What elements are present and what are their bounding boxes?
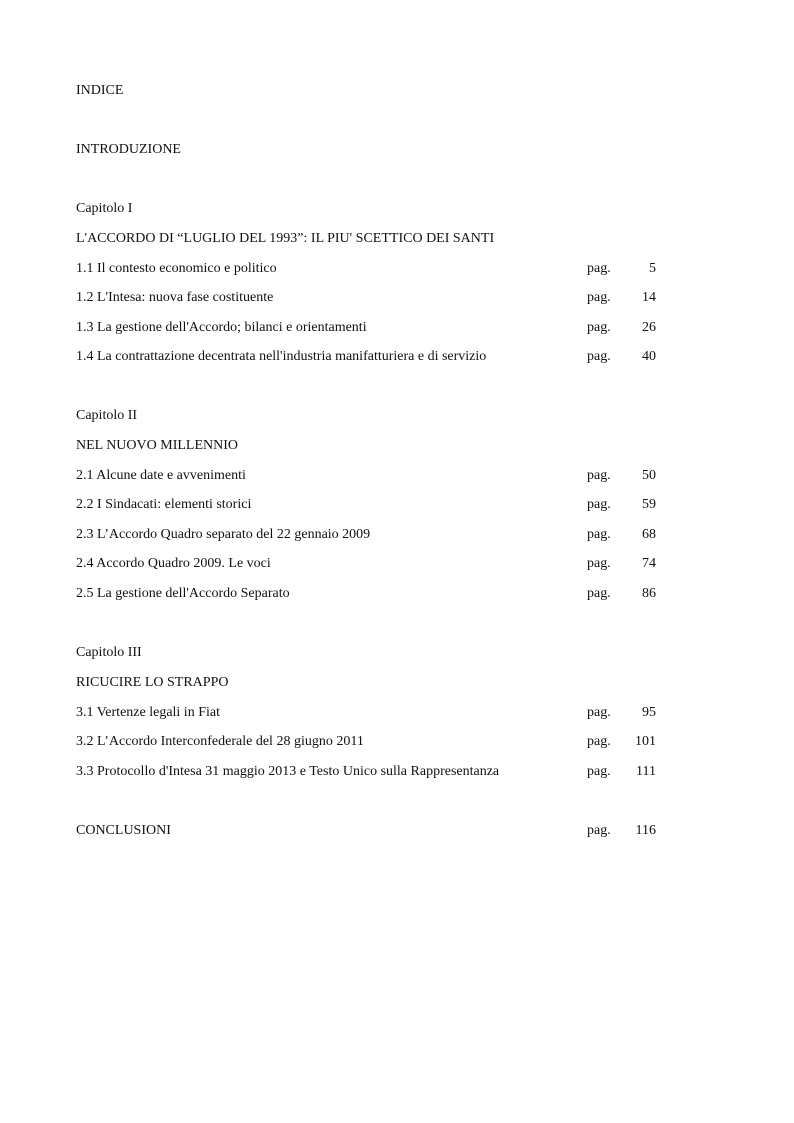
chapter-label-text: Capitolo I [76,201,133,216]
pag-label: pag. [587,261,611,276]
toc-entry-title: 2.4 Accordo Quadro 2009. Le voci [76,556,271,571]
chapter-title-text: NEL NUOVO MILLENNIO [76,438,239,453]
toc-entry-title: 3.3 Protocollo d'Intesa 31 maggio 2013 e Testo Unico sulla Rappresentanza [76,764,500,779]
toc-entry-title: 2.3 L’Accordo Quadro separato del 22 gennaio 2009 [76,527,371,542]
pag-label: pag. [587,349,611,364]
toc-entry-title: 2.5 La gestione dell'Accordo Separato [76,586,290,601]
toc-entry-title: 1.1 Il contesto economico e politico [76,261,277,276]
page-number: 26 [642,320,656,335]
toc-entry-title: 2.2 I Sindacati: elementi storici [76,497,252,512]
toc-entry-title: 3.2 L’Accordo Interconfederale del 28 giugno 2011 [76,734,364,749]
conclusions-text: CONCLUSIONI [76,823,171,838]
toc-entry [76,288,676,308]
chapter-label-text: Capitolo II [76,408,138,423]
chapter-title-text: L'ACCORDO DI “LUGLIO DEL 1993”: IL PIU' SCETTICO DEI SANTI [76,231,495,246]
pag-label: pag. [587,764,611,779]
index-title-text: INDICE [76,83,124,98]
pag-label: pag. [587,527,611,542]
pag-label: pag. [587,823,611,838]
page-number: 74 [642,556,656,571]
pag-label: pag. [587,320,611,335]
introduction-text: INTRODUZIONE [76,142,181,157]
chapter-label [76,643,676,663]
toc-entry [76,495,676,515]
page-number: 101 [635,734,656,749]
pag-label: pag. [587,586,611,601]
index-title [76,81,676,101]
chapter-label-text: Capitolo III [76,645,142,660]
page-number: 50 [642,468,656,483]
page-number: 59 [642,497,656,512]
page-number: 68 [642,527,656,542]
pag-label: pag. [587,497,611,512]
chapter-title [76,673,676,693]
page-number: 86 [642,586,656,601]
pag-label: pag. [587,734,611,749]
page-number: 5 [649,261,656,276]
toc-entry [76,525,676,545]
toc-entry-title: 1.3 La gestione dell'Accordo; bilanci e orientamenti [76,320,367,335]
toc-entry-title: 3.1 Vertenze legali in Fiat [76,705,220,720]
toc-entry-title: 1.2 L'Intesa: nuova fase costituente [76,290,274,305]
toc-entry [76,259,676,279]
page-number: 111 [636,764,656,779]
conclusions-entry [76,821,676,841]
page-number: 95 [642,705,656,720]
chapter-title-text: RICUCIRE LO STRAPPO [76,675,229,690]
toc-entry [76,703,676,723]
pag-label: pag. [587,556,611,571]
pag-label: pag. [587,705,611,720]
toc-entry [76,762,676,782]
introduction-entry [76,140,676,160]
toc-entry [76,347,676,367]
toc-entry-title: 1.4 La contrattazione decentrata nell'industria manifatturiera e di servizio [76,349,487,364]
chapter-title [76,229,676,249]
toc-entry [76,732,676,752]
toc-entry [76,584,676,604]
toc-entry [76,554,676,574]
chapter-label [76,199,676,219]
chapter-title [76,436,676,456]
chapter-label [76,406,676,426]
toc-entry [76,466,676,486]
toc-entry-title: 2.1 Alcune date e avvenimenti [76,468,246,483]
page-number: 14 [642,290,656,305]
pag-label: pag. [587,290,611,305]
page-number: 116 [635,823,656,838]
page-number: 40 [642,349,656,364]
toc-entry [76,318,676,338]
pag-label: pag. [587,468,611,483]
